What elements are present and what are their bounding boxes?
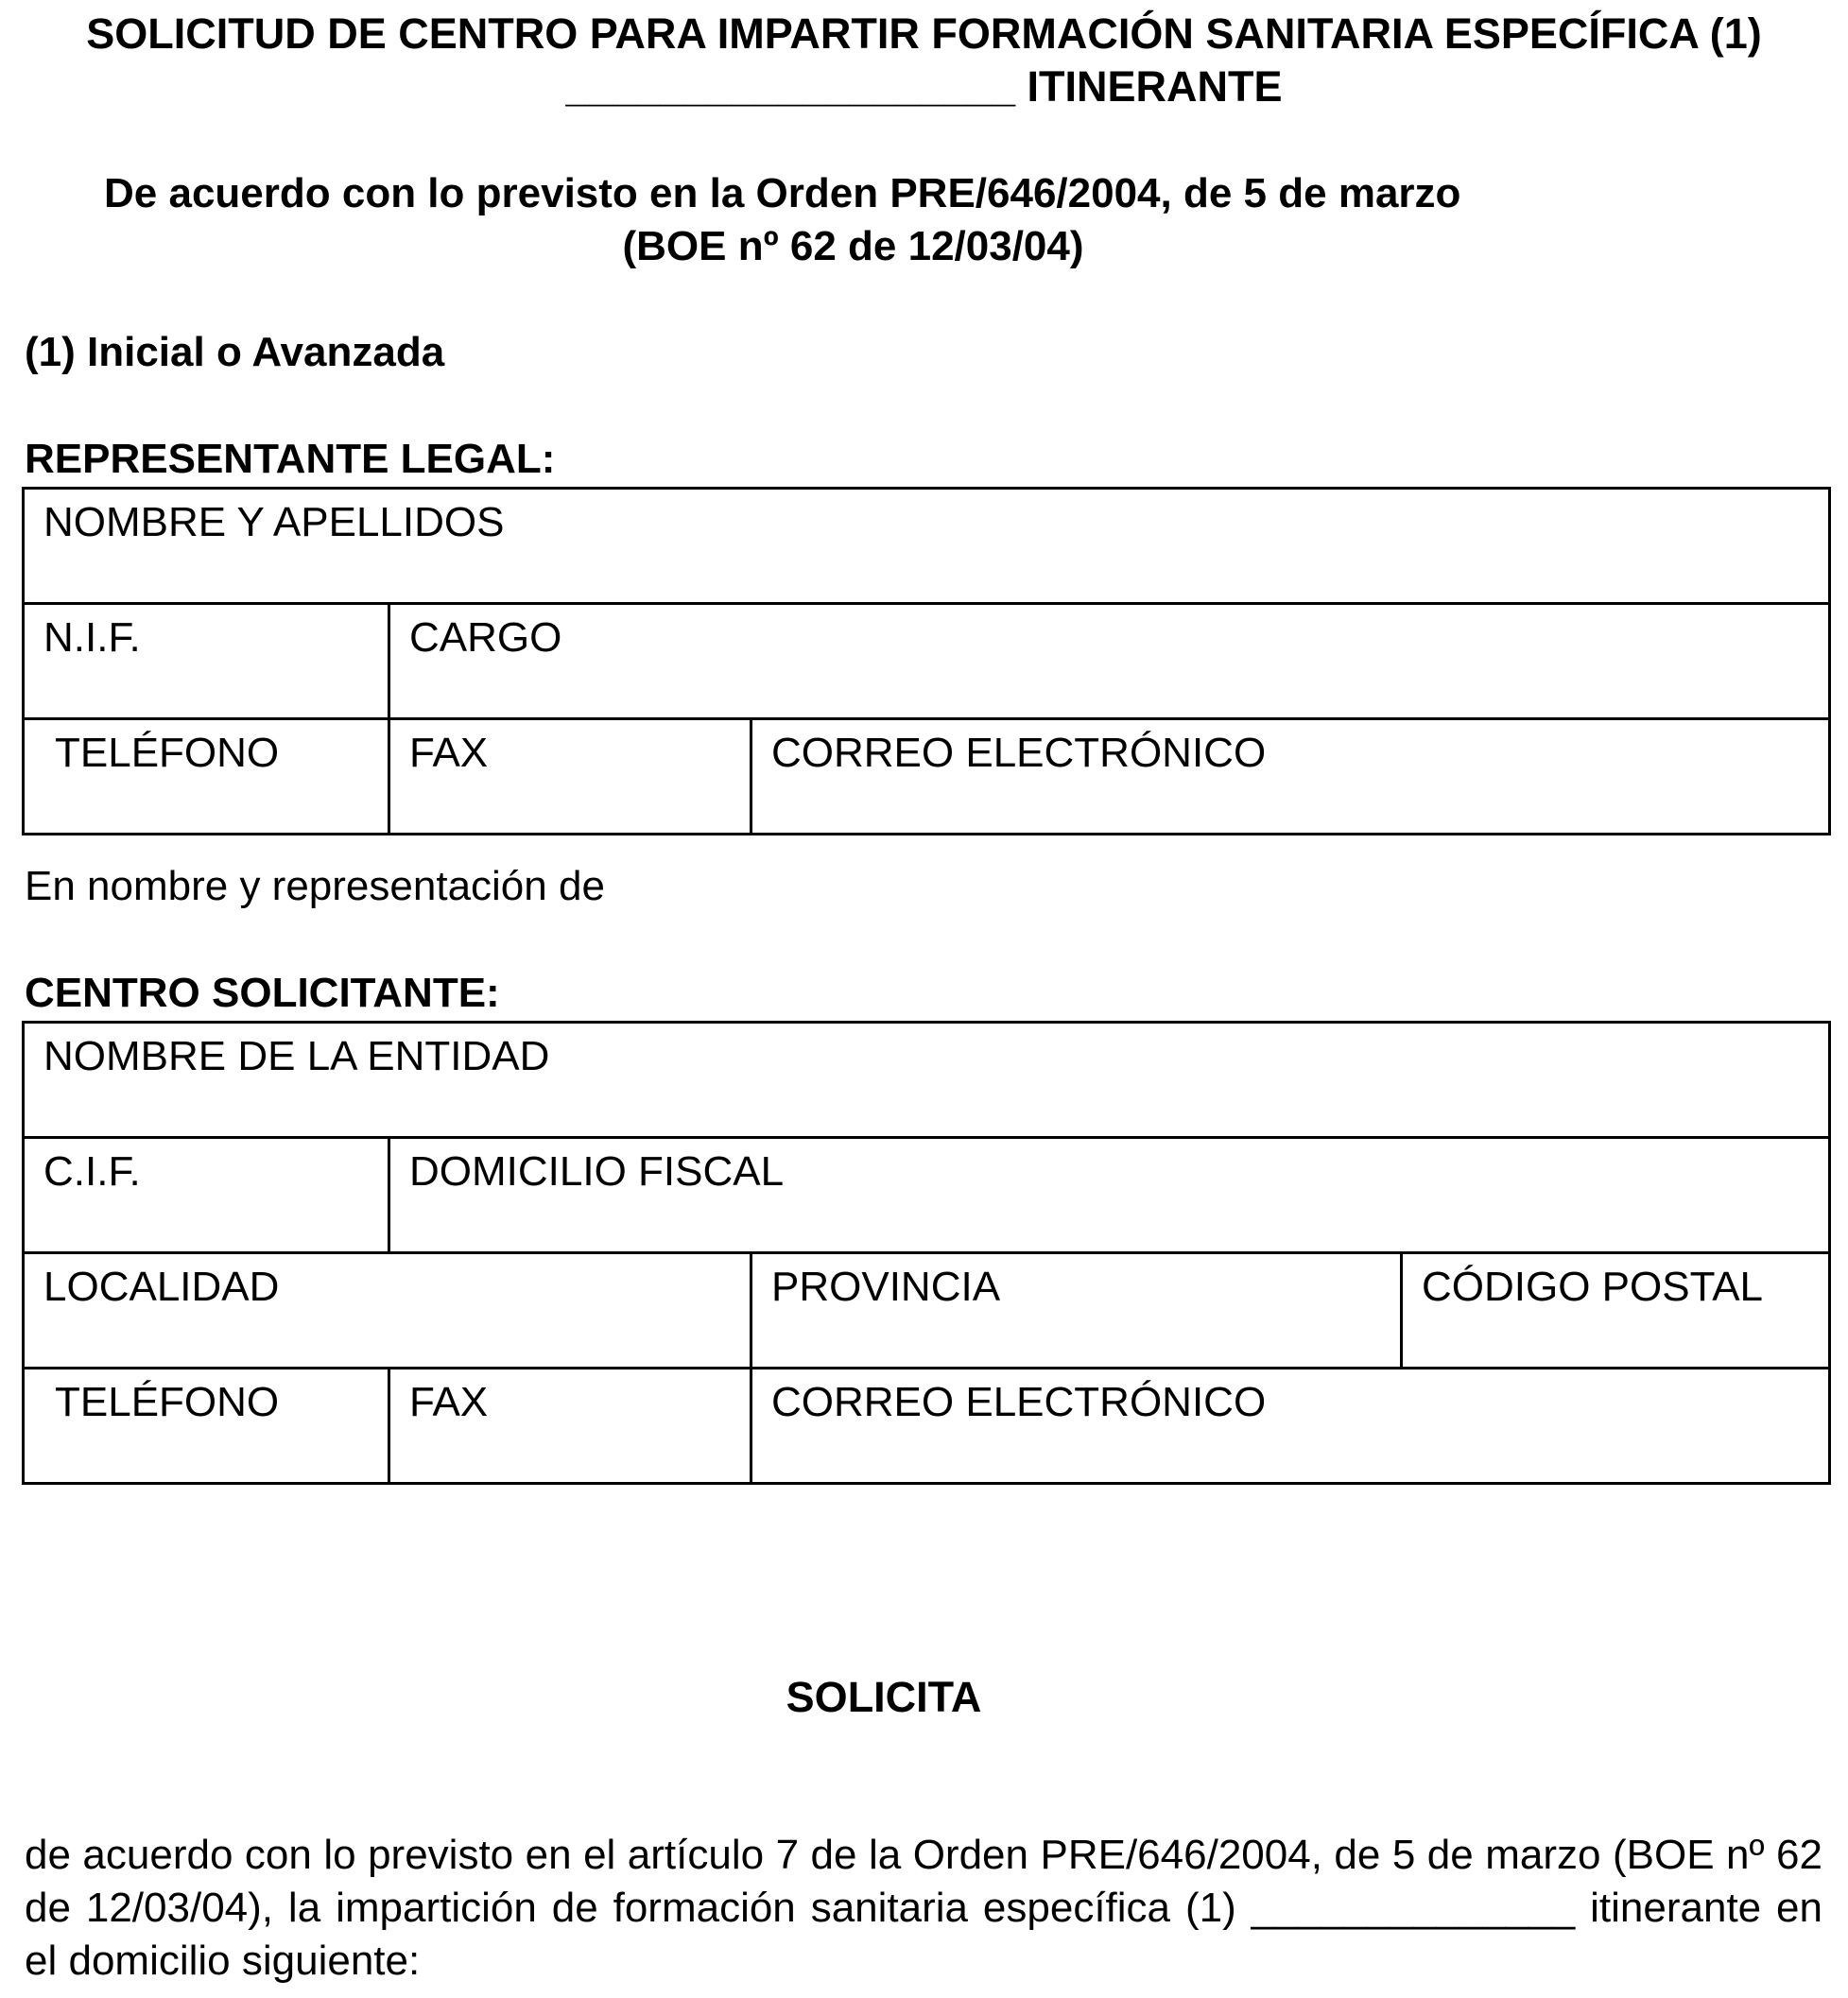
representante-correo-field[interactable]: CORREO ELECTRÓNICO xyxy=(751,719,1830,835)
representante-nif-field[interactable]: N.I.F. xyxy=(24,604,389,719)
form-title: SOLICITUD DE CENTRO PARA IMPARTIR FORMACIÓN SANITARIA ESPECÍFICA (1) xyxy=(86,9,1762,58)
centro-cif-field[interactable]: C.I.F. xyxy=(24,1138,389,1253)
representante-heading: REPRESENTANTE LEGAL: xyxy=(25,436,556,482)
centro-telefono-field[interactable]: TELÉFONO xyxy=(24,1369,389,1484)
representante-fax-field[interactable]: FAX xyxy=(389,719,751,835)
representante-nombre-field[interactable]: NOMBRE Y APELLIDOS xyxy=(24,489,1830,604)
footnote: (1) Inicial o Avanzada xyxy=(25,329,445,375)
centro-localidad-field[interactable]: LOCALIDAD xyxy=(24,1253,751,1369)
centro-table xyxy=(22,1021,1831,1485)
centro-codigo-postal-field[interactable]: CÓDIGO POSTAL xyxy=(1402,1253,1830,1369)
boe-reference: (BOE nº 62 de 12/03/04) xyxy=(622,223,1084,269)
representacion-text: En nombre y representación de xyxy=(25,863,605,909)
solicita-paragraph: de acuerdo con lo previsto en el artículo 7 de la Orden PRE/646/2004, de 5 de marzo (BOE nº 62 de 12/03/04), la impartición de formación sanitaria específica (1) ______________ itinerante en el domicilio siguiente: xyxy=(25,1832,1822,1984)
centro-fax-field[interactable]: FAX xyxy=(389,1369,751,1484)
form-title-line2: ___________________ ITINERANTE xyxy=(565,62,1283,111)
centro-domicilio-field[interactable]: DOMICILIO FISCAL xyxy=(389,1138,1830,1253)
centro-heading: CENTRO SOLICITANTE: xyxy=(25,970,500,1016)
centro-nombre-field[interactable]: NOMBRE DE LA ENTIDAD xyxy=(24,1023,1830,1138)
solicita-heading: SOLICITA xyxy=(786,1673,982,1721)
representante-cargo-field[interactable]: CARGO xyxy=(389,604,1830,719)
legal-reference: De acuerdo con lo previsto en la Orden PRE/646/2004, de 5 de marzo xyxy=(104,170,1461,216)
representante-telefono-field[interactable]: TELÉFONO xyxy=(24,719,389,835)
centro-correo-field[interactable]: CORREO ELECTRÓNICO xyxy=(751,1369,1830,1484)
representante-table xyxy=(22,487,1831,835)
centro-provincia-field[interactable]: PROVINCIA xyxy=(751,1253,1402,1369)
